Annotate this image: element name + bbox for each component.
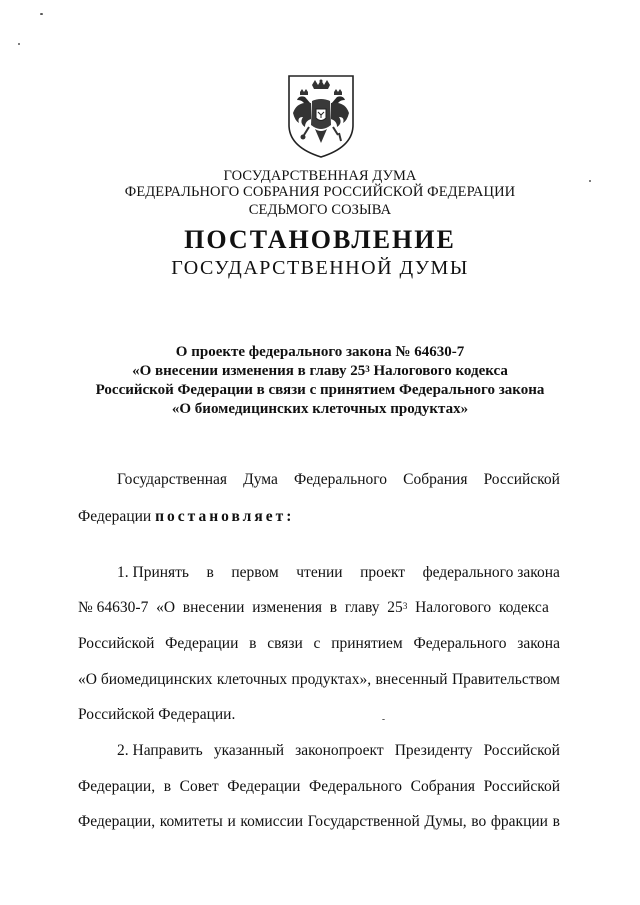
word: 2. Направить bbox=[117, 742, 203, 759]
convocation-line: СЕДЬМОГО СОЗЫВА bbox=[248, 202, 392, 218]
word: внесенный bbox=[375, 671, 448, 688]
word: и bbox=[227, 813, 236, 830]
item-1-line-1 bbox=[117, 563, 560, 583]
word: принятием bbox=[331, 635, 403, 652]
word: с bbox=[313, 635, 321, 652]
word: в bbox=[206, 564, 214, 581]
item-2-line-1 bbox=[117, 741, 560, 761]
word: Федерации, bbox=[78, 778, 156, 795]
word: Собрания bbox=[403, 471, 468, 488]
word: законопроект bbox=[295, 742, 384, 759]
word: комиссии bbox=[240, 813, 304, 830]
scan-speck bbox=[382, 719, 385, 720]
word: Дума bbox=[243, 471, 278, 488]
intro-line-2-text: Федерации bbox=[78, 508, 152, 525]
word: во bbox=[471, 813, 487, 830]
item-1-line-2-text: № 64630-7 «О внесении изменения в главу 25 bbox=[78, 599, 403, 616]
subject-line-2 bbox=[0, 362, 640, 381]
subject-line-2-superscript: 3 bbox=[365, 364, 370, 374]
item-2-line-3 bbox=[78, 812, 560, 832]
item-1-line-5: Российской Федерации. bbox=[78, 706, 236, 723]
word: закона bbox=[517, 635, 560, 652]
word: Федерации bbox=[165, 635, 239, 652]
word: в bbox=[163, 778, 172, 795]
item-1-line-2-superscript: 3 bbox=[402, 601, 408, 611]
subject-line-1: О проекте федерального закона № 64630-7 bbox=[175, 344, 465, 360]
word: Российской bbox=[78, 635, 155, 652]
org-name-line-2: ФЕДЕРАЛЬНОГО СОБРАНИЯ РОССИЙСКОЙ ФЕДЕРАЦИИ bbox=[124, 184, 516, 200]
word: Федерации, bbox=[78, 813, 156, 830]
word: продуктах», bbox=[291, 671, 372, 688]
word: Правительством bbox=[451, 671, 560, 688]
word: чтении bbox=[296, 564, 343, 581]
scan-speck bbox=[589, 180, 591, 182]
intro-line-2 bbox=[78, 507, 560, 527]
word: Федерации bbox=[227, 778, 301, 795]
word: «О биомедицинских bbox=[78, 671, 213, 688]
word: Совет bbox=[179, 778, 219, 795]
subject-line-2-text: «О внесении изменения в главу 25 bbox=[132, 363, 366, 379]
subject-line-2-tail: Налогового кодекса bbox=[369, 363, 508, 379]
word: клеточных bbox=[216, 671, 288, 688]
word: Президенту bbox=[394, 742, 473, 759]
scan-speck bbox=[40, 13, 43, 15]
word: Государственная bbox=[117, 471, 228, 488]
word: Российской bbox=[483, 742, 560, 759]
word: проект bbox=[360, 564, 406, 581]
resolution-verb: постановляет: bbox=[155, 508, 295, 525]
org-name-line-1: ГОСУДАРСТВЕННАЯ ДУМА bbox=[223, 168, 417, 184]
item-1-line-2-tail: Налогового кодекса bbox=[407, 599, 549, 616]
word: Российской bbox=[483, 778, 560, 795]
subject-line-4: «О биомедицинских клеточных продуктах» bbox=[171, 401, 469, 417]
item-1-line-4 bbox=[78, 670, 560, 690]
word: Федерального bbox=[293, 471, 388, 488]
word: Российской bbox=[483, 471, 560, 488]
coat-of-arms-icon bbox=[285, 73, 357, 159]
document-issuer-title: ГОСУДАРСТВЕННОЙ ДУМЫ bbox=[171, 257, 469, 279]
item-1-line-3 bbox=[78, 634, 560, 654]
document-type-title: ПОСТАНОВЛЕНИЕ bbox=[184, 225, 456, 254]
word: 1. Принять bbox=[117, 564, 190, 581]
word: в bbox=[249, 635, 257, 652]
word: Федерального bbox=[309, 778, 403, 795]
word: связи bbox=[267, 635, 303, 652]
word: Федерального bbox=[413, 635, 507, 652]
subject-line-3: Российской Федерации в связи с принятием Федерального закона bbox=[95, 382, 545, 398]
word: в bbox=[552, 813, 560, 830]
word: комитеты bbox=[159, 813, 223, 830]
word: Государственной bbox=[307, 813, 420, 830]
word: федерального закона bbox=[422, 564, 560, 581]
word: фракции bbox=[490, 813, 548, 830]
word: Думы, bbox=[424, 813, 467, 830]
intro-line-1 bbox=[117, 470, 560, 490]
item-1-line-2 bbox=[78, 598, 560, 618]
item-2-line-2 bbox=[78, 777, 560, 797]
word: первом bbox=[231, 564, 279, 581]
scan-speck bbox=[18, 43, 20, 45]
word: указанный bbox=[213, 742, 285, 759]
word: Собрания bbox=[410, 778, 475, 795]
